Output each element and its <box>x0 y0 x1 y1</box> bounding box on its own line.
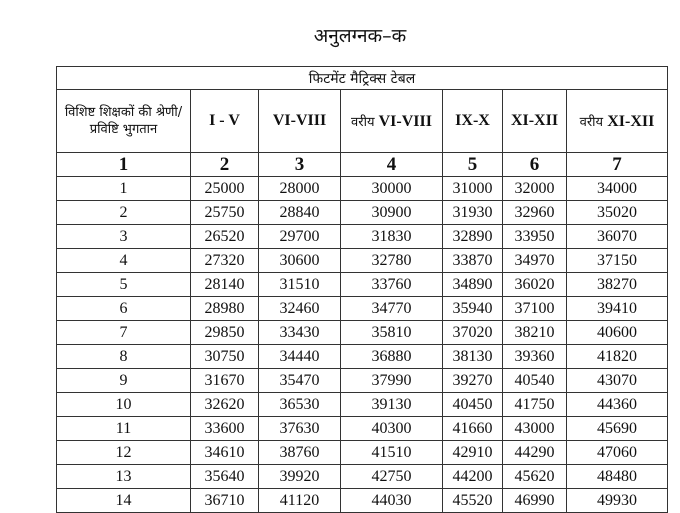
pay-cell: 35470 <box>259 369 341 393</box>
pay-cell: 38210 <box>503 321 567 345</box>
pay-cell: 34000 <box>567 177 668 201</box>
table-row <box>57 201 668 225</box>
pay-cell: 44290 <box>503 441 567 465</box>
pay-cell: 42750 <box>341 465 443 489</box>
pay-cell: 39920 <box>259 465 341 489</box>
pay-cell: 37990 <box>341 369 443 393</box>
pay-cell: 32960 <box>503 201 567 225</box>
pay-cell: 37020 <box>443 321 503 345</box>
pay-cell: 28980 <box>191 297 259 321</box>
pay-cell: 34610 <box>191 441 259 465</box>
pay-cell: 44200 <box>443 465 503 489</box>
pay-cell: 31670 <box>191 369 259 393</box>
pay-cell: 41120 <box>259 489 341 513</box>
column-number: 6 <box>503 153 567 177</box>
row-index-cell: 3 <box>57 225 191 249</box>
pay-cell: 40450 <box>443 393 503 417</box>
pay-cell: 39270 <box>443 369 503 393</box>
table-row <box>57 297 668 321</box>
column-header: I - V <box>191 90 259 153</box>
table-row <box>57 177 668 201</box>
row-index-cell: 6 <box>57 297 191 321</box>
column-number: 3 <box>259 153 341 177</box>
pay-cell: 35810 <box>341 321 443 345</box>
row-index-cell: 5 <box>57 273 191 297</box>
pay-cell: 43070 <box>567 369 668 393</box>
pay-cell: 35020 <box>567 201 668 225</box>
pay-cell: 34770 <box>341 297 443 321</box>
pay-cell: 27320 <box>191 249 259 273</box>
pay-cell: 31000 <box>443 177 503 201</box>
pay-cell: 35640 <box>191 465 259 489</box>
pay-cell: 41660 <box>443 417 503 441</box>
header-prefix: वरीय <box>579 114 608 130</box>
table-row <box>57 441 668 465</box>
pay-cell: 40600 <box>567 321 668 345</box>
table-row <box>57 225 668 249</box>
pay-cell: 36880 <box>341 345 443 369</box>
column-number: 4 <box>341 153 443 177</box>
pay-cell: 34970 <box>503 249 567 273</box>
row-index-cell: 8 <box>57 345 191 369</box>
pay-cell: 31830 <box>341 225 443 249</box>
pay-cell: 33430 <box>259 321 341 345</box>
table-row <box>57 489 668 513</box>
pay-cell: 39360 <box>503 345 567 369</box>
pay-cell: 37150 <box>567 249 668 273</box>
pay-cell: 39130 <box>341 393 443 417</box>
column-header: IX-X <box>443 90 503 153</box>
pay-cell: 45620 <box>503 465 567 489</box>
column-header: वरीय VI-VIII <box>341 90 443 153</box>
pay-cell: 45520 <box>443 489 503 513</box>
pay-cell: 25750 <box>191 201 259 225</box>
pay-cell: 33760 <box>341 273 443 297</box>
pay-cell: 26520 <box>191 225 259 249</box>
pay-cell: 44030 <box>341 489 443 513</box>
header-prefix: वरीय <box>351 114 379 130</box>
pay-cell: 41750 <box>503 393 567 417</box>
row-index-cell: 1 <box>57 177 191 201</box>
annexure-title: अनुलग्नक–क <box>313 25 407 47</box>
pay-cell: 47060 <box>567 441 668 465</box>
pay-cell: 28000 <box>259 177 341 201</box>
column-number: 1 <box>57 153 191 177</box>
pay-cell: 32620 <box>191 393 259 417</box>
pay-cell: 38760 <box>259 441 341 465</box>
pay-cell: 30900 <box>341 201 443 225</box>
column-header: वरीय XI-XII <box>567 90 668 153</box>
table-row <box>57 249 668 273</box>
row-index-cell: 14 <box>57 489 191 513</box>
pay-cell: 29700 <box>259 225 341 249</box>
table-row <box>57 465 668 489</box>
pay-cell: 38270 <box>567 273 668 297</box>
pay-cell: 29850 <box>191 321 259 345</box>
column-header: VI-VIII <box>259 90 341 153</box>
pay-cell: 45690 <box>567 417 668 441</box>
row-index-cell: 9 <box>57 369 191 393</box>
pay-cell: 28140 <box>191 273 259 297</box>
pay-cell: 33870 <box>443 249 503 273</box>
column-number: 7 <box>567 153 668 177</box>
row-index-cell: 2 <box>57 201 191 225</box>
pay-cell: 40540 <box>503 369 567 393</box>
pay-cell: 32000 <box>503 177 567 201</box>
pay-cell: 49930 <box>567 489 668 513</box>
pay-cell: 36530 <box>259 393 341 417</box>
row-index-cell: 13 <box>57 465 191 489</box>
row-index-cell: 11 <box>57 417 191 441</box>
table-row <box>57 417 668 441</box>
pay-cell: 36020 <box>503 273 567 297</box>
pay-cell: 35940 <box>443 297 503 321</box>
pay-cell: 46990 <box>503 489 567 513</box>
pay-cell: 48480 <box>567 465 668 489</box>
pay-cell: 34440 <box>259 345 341 369</box>
pay-cell: 31930 <box>443 201 503 225</box>
pay-cell: 41510 <box>341 441 443 465</box>
pay-cell: 43000 <box>503 417 567 441</box>
pay-cell: 31510 <box>259 273 341 297</box>
pay-cell: 34890 <box>443 273 503 297</box>
pay-cell: 33600 <box>191 417 259 441</box>
table-row <box>57 345 668 369</box>
pay-cell: 32460 <box>259 297 341 321</box>
table-row <box>57 369 668 393</box>
pay-cell: 30000 <box>341 177 443 201</box>
fitment-matrix-table <box>56 66 668 513</box>
row-index-cell: 10 <box>57 393 191 417</box>
table-row <box>57 321 668 345</box>
column-number: 5 <box>443 153 503 177</box>
pay-cell: 36710 <box>191 489 259 513</box>
pay-cell: 39410 <box>567 297 668 321</box>
pay-cell: 30600 <box>259 249 341 273</box>
table-row <box>57 393 668 417</box>
pay-cell: 41820 <box>567 345 668 369</box>
pay-cell: 37100 <box>503 297 567 321</box>
pay-cell: 30750 <box>191 345 259 369</box>
table-caption: फिटमेंट मैट्रिक्स टेबल <box>57 67 668 90</box>
row-index-cell: 4 <box>57 249 191 273</box>
pay-cell: 33950 <box>503 225 567 249</box>
pay-cell: 37630 <box>259 417 341 441</box>
pay-cell: 25000 <box>191 177 259 201</box>
pay-cell: 36070 <box>567 225 668 249</box>
pay-cell: 40300 <box>341 417 443 441</box>
pay-cell: 28840 <box>259 201 341 225</box>
pay-cell: 32890 <box>443 225 503 249</box>
column-header: विशिष्ट शिक्षकों की श्रेणी/प्रविष्टि भुगतान <box>57 90 191 153</box>
row-index-cell: 7 <box>57 321 191 345</box>
column-header: XI-XII <box>503 90 567 153</box>
pay-cell: 32780 <box>341 249 443 273</box>
pay-cell: 38130 <box>443 345 503 369</box>
table-row <box>57 273 668 297</box>
column-number: 2 <box>191 153 259 177</box>
pay-cell: 42910 <box>443 441 503 465</box>
pay-cell: 44360 <box>567 393 668 417</box>
row-index-cell: 12 <box>57 441 191 465</box>
